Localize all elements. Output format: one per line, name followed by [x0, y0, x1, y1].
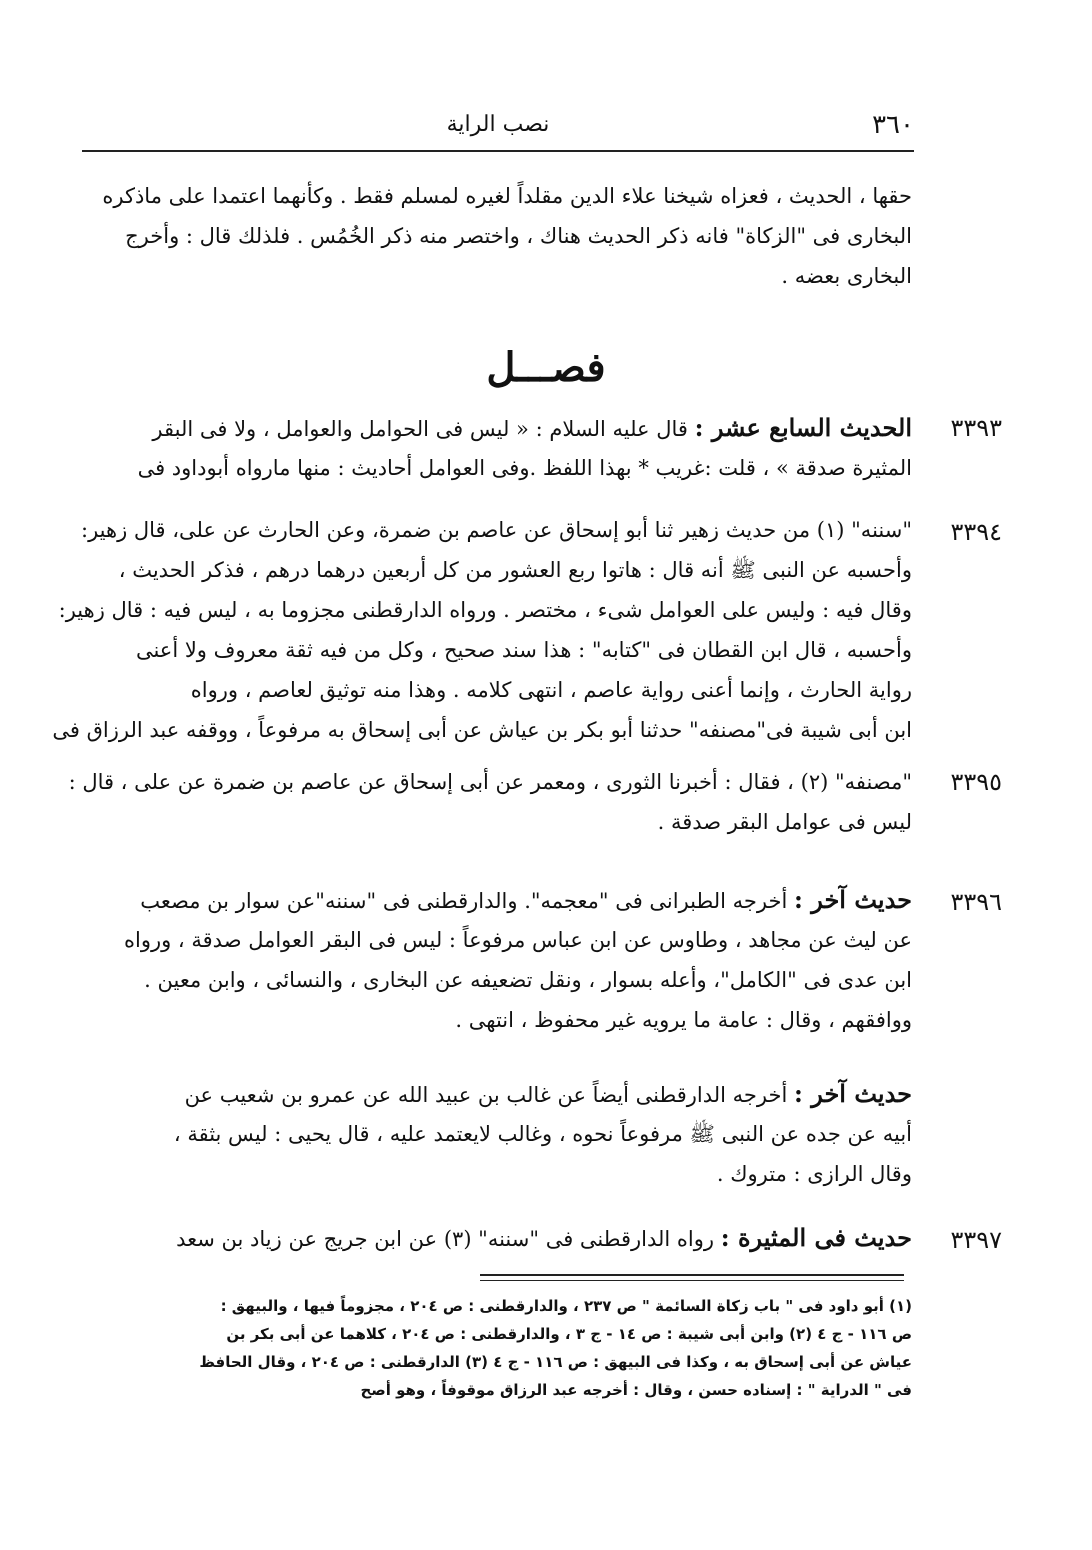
hadith-3393 — [137, 408, 912, 488]
text-line: أبيه عن جده عن النبى ﷺ مرفوعاً نحوه ، وغالب لايعتمد عليه ، قال يحيى : ليس بثقة ، — [173, 1122, 912, 1146]
hadith-3394 — [52, 510, 912, 750]
text-line: عن ليث عن مجاهد ، وطاوس عن ابن عباس مرفوعاً : ليس فى البقر العوامل صدقة ، ورواه — [123, 928, 912, 952]
hadith-number: ٣٣٩٥ — [950, 768, 1002, 796]
hadith-text: قال عليه السلام : « ليس فى الحوامل والعوامل ، ولا فى البقر — [152, 417, 688, 441]
text-line — [140, 880, 912, 920]
text-line: وقال الرازى : متروك . — [716, 1162, 912, 1186]
footnote-rule — [480, 1274, 904, 1276]
footnotes — [92, 1292, 912, 1404]
text-line: المثيرة صدقة » ، قلت :غريب * بهذا اللفظ .وفى العوامل أحاديث : منها مارواه أبوداود فى — [137, 456, 912, 480]
hadith-number: ٣٣٩٣ — [950, 414, 1002, 442]
text-line: "سننه" (١) من حديث زهير ثنا أبو إسحاق عن عاصم بن ضمرة، وعن الحارث عن على، قال زهير: — [81, 518, 912, 542]
hadith-text: أخرجه الدارقطنى أيضاً عن غالب بن عبيد الله عن عمرو بن شعيب عن — [184, 1083, 788, 1107]
hadith-lead: الحديث السابع عشر : — [694, 413, 912, 442]
hadith-number: ٣٣٩٧ — [950, 1226, 1002, 1254]
footnote-rule — [480, 1280, 904, 1281]
page-header — [82, 106, 914, 150]
hadith-3396 — [123, 880, 912, 1040]
hadith-text: رواه الدارقطنى فى "سننه" (٣) عن ابن جريج عن زياد بن سعد — [176, 1227, 715, 1251]
footnote-line: عياش عن أبى إسحاق به ، وكذا فى البيهق : ص ١١٦ - ج ٤ (٣) الدارقطنى : ص ٢٠٤ ، وقال الحافظ — [199, 1353, 912, 1371]
hadith-3397 — [176, 1218, 912, 1258]
text-line: ليس فى عوامل البقر صدقة . — [657, 810, 912, 834]
header-rule — [82, 150, 914, 152]
hadith-other — [173, 1074, 912, 1194]
section-heading: فصـــل — [486, 344, 606, 391]
hadith-number: ٣٣٩٦ — [950, 888, 1002, 916]
text-line: حقها ، الحديث ، فعزاه شيخنا علاء الدين مقلداً لغيره لمسلم فقط . وكأنهما اعتمدا على ماذكره — [102, 184, 912, 208]
text-line — [152, 408, 912, 448]
text-line — [176, 1218, 912, 1258]
text-line: وقال فيه : وليس على العوامل شىء ، مختصر . ورواه الدارقطنى مجزوما به ، ليس فيه : قال زهير: — [58, 598, 912, 622]
hadith-lead: حديث فى المثيرة : — [720, 1223, 912, 1252]
running-title: نصب الراية — [446, 112, 550, 137]
text-line: ابن عدى فى "الكامل"، وأعله بسوار ، ونقل تضعيفه عن البخارى ، والنسائى ، وابن معين . — [144, 968, 912, 992]
intro-paragraph — [102, 176, 912, 296]
hadith-lead: حديث آخر : — [794, 1079, 912, 1108]
text-line: ابن أبى شيبة فى"مصنفه" حدثنا أبو بكر بن عياش عن أبى إسحاق به مرفوعاً ، ووقفه عبد الرزاق فى — [52, 718, 912, 742]
text-line — [182, 1074, 912, 1114]
page-number: ٣٦٠ — [872, 110, 914, 140]
hadith-3395 — [68, 762, 912, 842]
footnote-line: فى " الدراية " : إسناده حسن ، وقال : أخرجه عبد الرزاق موقوفاً ، وهو أصح — [360, 1381, 912, 1399]
text-line: وأحسبه عن النبى ﷺ أنه قال : هاتوا ربع العشور من كل أربعين درهما درهم ، فذكر الحديث ، — [118, 558, 912, 582]
text-line: البخارى بعضه . — [781, 264, 912, 288]
text-line: البخارى فى "الزكاة" فانه ذكر الحديث هناك ، واختصر منه ذكر الخُمُس . فلذلك قال : وأخرج — [125, 224, 912, 248]
footnote-line: ص ١١٦ - ج ٤ (٢) وابن أبى شيبة : ص ١٤ - ج ٣ ، والدارقطنى : ص ٢٠٤ ، كلاهما عن أبى بكر بن — [226, 1325, 912, 1343]
text-line: رواية الحارث ، وإنما أعنى رواية عاصم ، انتهى كلامه . وهذا منه توثيق لعاصم ، ورواه — [190, 678, 912, 702]
hadith-number: ٣٣٩٤ — [950, 518, 1002, 546]
footnote-line: (١) أبو داود فى " باب زكاة السائمة " ص ٢٣٧ ، والدارقطنى : ص ٢٠٤ ، مجزوماً فيها ، والبيهق : — [220, 1297, 912, 1315]
hadith-lead: حديث آخر : — [794, 885, 912, 914]
text-line: ووافقهم ، وقال : عامة ما يرويه غير محفوظ ، انتهى . — [455, 1008, 912, 1032]
text-line: "مصنفه" (٢) ، فقال : أخبرنا الثورى ، ومعمر عن أبى إسحاق عن عاصم بن ضمرة عن على ، قال : — [68, 770, 912, 794]
text-line: وأحسبه ، قال ابن القطان فى "كتابه" : هذا سند صحيح ، وكل من فيه ثقة معروف ولا أعنى — [135, 638, 912, 662]
hadith-text: أخرجه الطبرانى فى "معجمه". والدارقطنى فى "سننه"عن سوار بن مصعب — [140, 889, 788, 913]
